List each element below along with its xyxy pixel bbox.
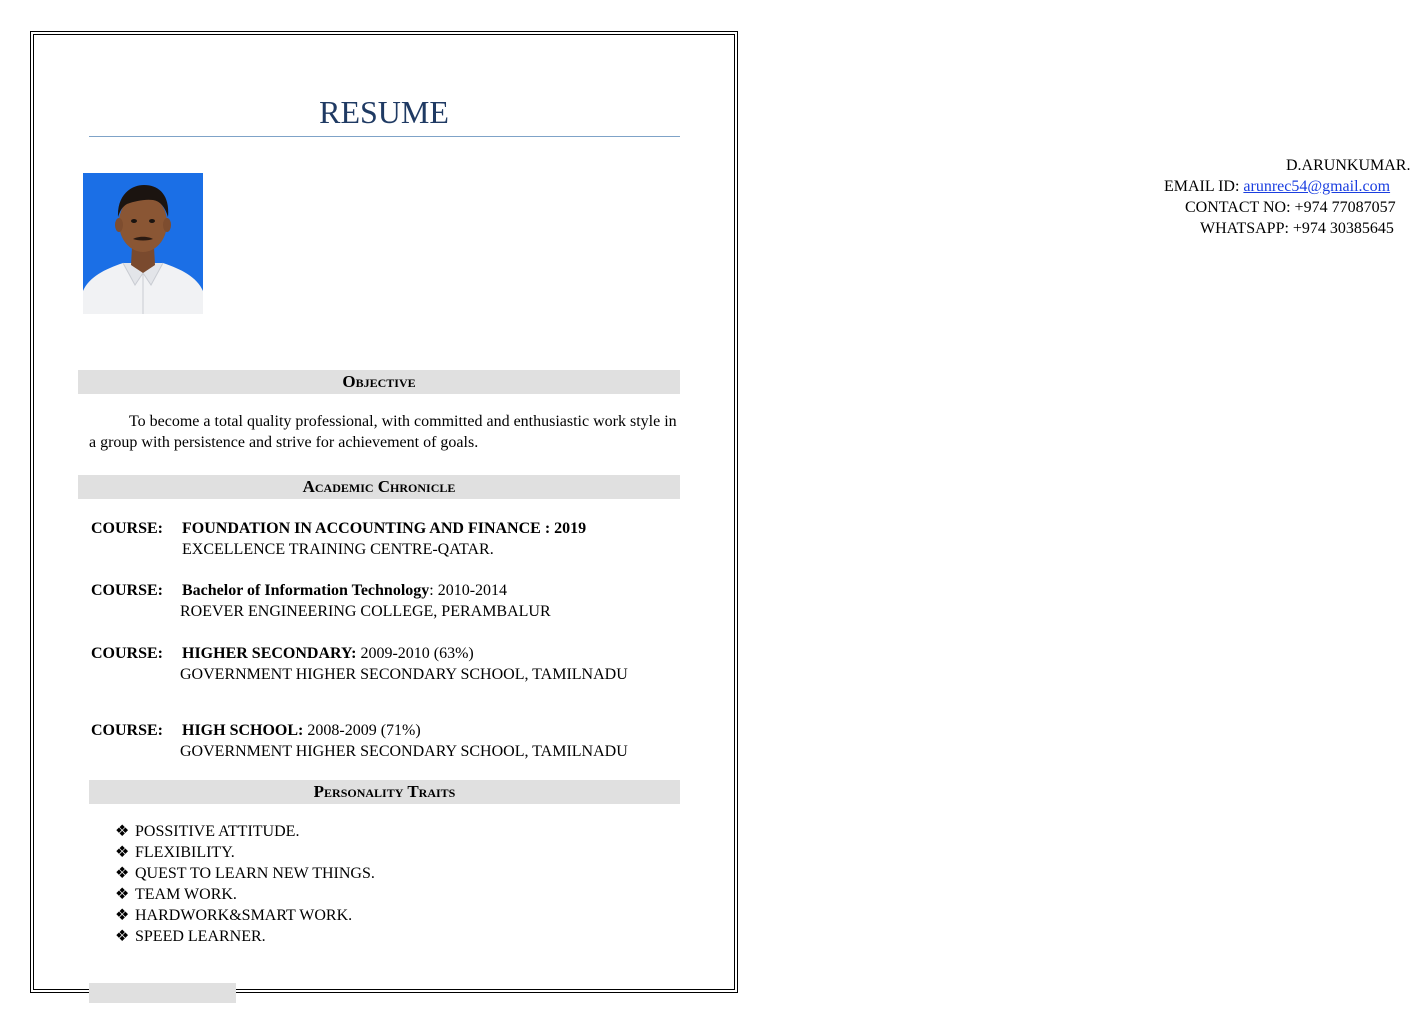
traits-list <box>115 821 375 947</box>
course-detail: 2008-2009 (71%) <box>303 722 421 739</box>
next-section-band <box>89 983 236 1003</box>
course-institution: ROEVER ENGINEERING COLLEGE, PERAMBALUR <box>180 603 551 620</box>
diamond-bullet-icon: ❖ <box>115 844 130 861</box>
academic-band <box>78 475 680 499</box>
course-institution: EXCELLENCE TRAINING CENTRE-QATAR. <box>182 541 494 558</box>
trait-text: SPEED LEARNER. <box>135 928 266 945</box>
course-institution: GOVERNMENT HIGHER SECONDARY SCHOOL, TAMILNADU <box>180 743 628 760</box>
course-label: COURSE: <box>91 645 164 662</box>
course-label: COURSE: <box>91 722 164 739</box>
course-line <box>91 643 474 664</box>
trait-text: TEAM WORK. <box>135 886 237 903</box>
trait-text: FLEXIBILITY. <box>135 844 235 861</box>
course-detail: 2009-2010 (63%) <box>356 645 474 662</box>
course-name: HIGH SCHOOL: <box>182 722 304 739</box>
diamond-bullet-icon: ❖ <box>115 907 130 924</box>
course-detail: : 2010-2014 <box>429 582 508 599</box>
email-link[interactable]: arunrec54@gmail.com <box>1243 178 1391 195</box>
list-item <box>115 821 375 842</box>
course-line <box>91 720 421 741</box>
trait-text: HARDWORK&SMART WORK. <box>135 907 353 924</box>
academic-heading: Academic Chronicle <box>302 477 456 496</box>
diamond-bullet-icon: ❖ <box>115 865 130 882</box>
profile-photo <box>83 173 203 314</box>
course-institution: GOVERNMENT HIGHER SECONDARY SCHOOL, TAMILNADU <box>180 666 628 683</box>
course-label: COURSE: <box>91 582 164 599</box>
diamond-bullet-icon: ❖ <box>115 823 130 840</box>
list-item <box>115 863 375 884</box>
course-line <box>91 518 586 539</box>
list-item <box>115 884 375 905</box>
diamond-bullet-icon: ❖ <box>115 886 130 903</box>
course-name: FOUNDATION IN ACCOUNTING AND FINANCE : 2019 <box>182 520 587 537</box>
candidate-name: D.ARUNKUMAR. <box>1286 157 1410 174</box>
list-item <box>115 926 375 947</box>
email-line <box>1164 176 1390 197</box>
email-label: EMAIL ID: <box>1164 178 1244 195</box>
objective-text: To become a total quality professional, with committed and enthusiastic work style in a group with persistence and strive for achievement of goals. <box>89 413 677 451</box>
course-label: COURSE: <box>91 520 164 537</box>
trait-text: QUEST TO LEARN NEW THINGS. <box>135 865 375 882</box>
title-divider <box>89 136 680 137</box>
trait-text: POSSITIVE ATTITUDE. <box>135 823 300 840</box>
objective-heading: Objective <box>342 372 416 391</box>
whatsapp-number: WHATSAPP: +974 30385645 <box>1200 220 1394 237</box>
list-item <box>115 905 375 926</box>
course-line <box>91 580 507 601</box>
course-name: HIGHER SECONDARY: <box>182 645 357 662</box>
list-item <box>115 842 375 863</box>
resume-title: RESUME <box>319 94 449 130</box>
contact-number: CONTACT NO: +974 77087057 <box>1185 199 1396 216</box>
objective-band <box>78 370 680 394</box>
personality-heading: Personality Traits <box>313 782 456 801</box>
course-name: Bachelor of Information Technology <box>182 582 430 599</box>
diamond-bullet-icon: ❖ <box>115 928 130 945</box>
personality-band <box>89 780 680 804</box>
